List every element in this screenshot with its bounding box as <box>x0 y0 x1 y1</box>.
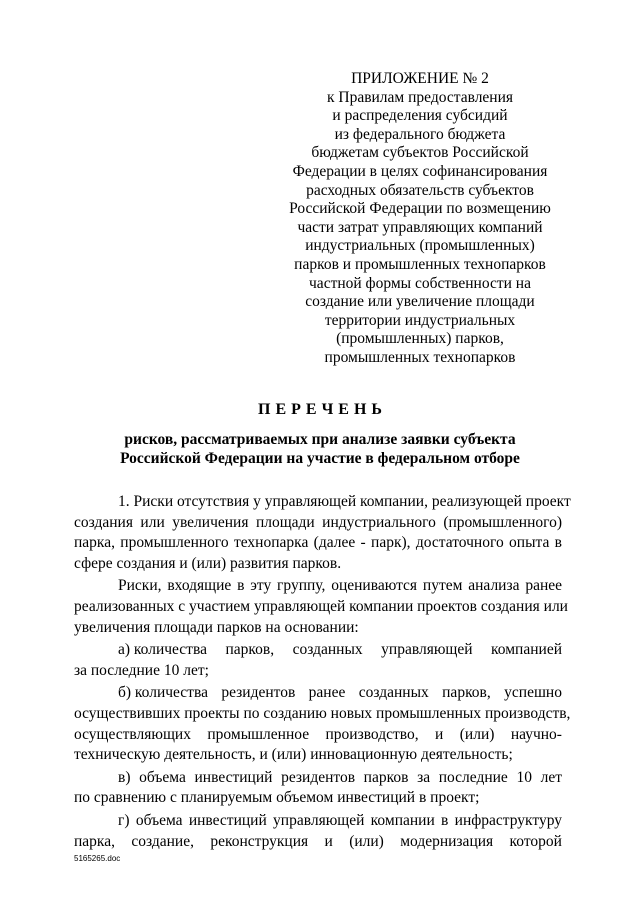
appendix-line: и распределения субсидий <box>332 107 508 125</box>
word: успешно <box>504 684 562 702</box>
list-item-c <box>74 768 562 809</box>
appendix-line: промышленных технопарков <box>324 348 516 366</box>
text-line: парка, промышленного технопарка (далее - парк), достаточного опыта в <box>74 534 562 552</box>
appendix-line: Федерации в целях софинансирования <box>292 162 548 180</box>
document-body <box>74 492 571 854</box>
word: и <box>324 832 333 850</box>
word: промышленное <box>207 725 310 743</box>
text-line: сфере создания и (или) развития парков. <box>74 554 342 572</box>
text-line: Риски, входящие в эту группу, оцениваются путем анализа ранее <box>118 577 562 595</box>
appendix-line: расходных обязательств субъектов <box>306 181 534 199</box>
appendix-line: (промышленных) парков, <box>336 330 504 348</box>
word: (или) <box>459 725 495 743</box>
file-reference: 5165265.doc <box>74 854 121 863</box>
document-title: ПЕРЕЧЕНЬ <box>258 401 387 418</box>
subtitle-line: рисков, рассматриваемых при анализе заявки субъекта <box>124 431 516 448</box>
text-line: реализованных с участием управляющей компании проектов создания или <box>74 597 568 615</box>
text-line: 1. Риски отсутствия у управляющей компании, реализующей проект <box>118 493 571 510</box>
word: парков, <box>225 641 275 659</box>
text-line: увеличения площади парков на основании: <box>74 618 359 636</box>
appendix-line: парков и промышленных технопарков <box>294 255 546 273</box>
word: и <box>435 725 444 743</box>
document-subtitle <box>60 431 580 468</box>
paragraph-risk-1 <box>74 492 571 574</box>
text-line: г) объема инвестиций управляющей компании в инфраструктуру <box>118 811 562 829</box>
text-line: осуществивших проекты по созданию новых промышленных производств, <box>74 704 571 722</box>
appendix-line: к Правилам предоставления <box>326 88 514 106</box>
word: созданных <box>358 684 429 702</box>
appendix-line: территории индустриальных <box>324 311 516 329</box>
word: б) количества <box>118 684 208 702</box>
list-item-b <box>74 683 571 765</box>
text-line: создания или увеличения площади индустриального (промышленного) <box>74 513 562 531</box>
word: создание, <box>131 832 194 850</box>
word: научно- <box>510 725 562 743</box>
appendix-line: бюджетам субъектов Российской <box>311 144 529 162</box>
word: а) количества <box>118 641 207 659</box>
text-line: в) объема инвестиций резидентов парков за последние 10 лет <box>118 768 562 786</box>
appendix-line: Российской Федерации по возмещению <box>289 200 551 218</box>
word: ранее <box>308 684 346 702</box>
text-line: по сравнению с планируемым объемом инвестиций в проект; <box>74 789 480 807</box>
word: реконструкция <box>210 832 309 850</box>
appendix-line: частной формы собственности на <box>309 274 531 292</box>
subtitle-line: Российской Федерации на участие в федеральном отборе <box>120 449 520 467</box>
appendix-line: из федерального бюджета <box>334 125 506 143</box>
paragraph-risk-group <box>74 576 568 638</box>
text-line <box>74 640 562 661</box>
list-item-a <box>74 640 562 681</box>
word: компанией <box>491 641 562 659</box>
word: осуществляющих <box>74 725 191 743</box>
text-line: за последние 10 лет; <box>74 661 209 679</box>
text-line <box>74 832 562 853</box>
word: парков, <box>442 684 491 702</box>
list-item-d <box>74 811 562 852</box>
appendix-line: части затрат управляющих компаний <box>297 218 543 236</box>
appendix-line: создание или увеличение площади <box>305 293 535 311</box>
text-line <box>74 683 562 704</box>
appendix-header <box>270 70 570 368</box>
word: парка, <box>74 832 115 850</box>
appendix-line: индустриальных (промышленных) <box>305 237 535 255</box>
word: которой <box>509 832 562 850</box>
word: созданных <box>292 641 363 659</box>
appendix-line: ПРИЛОЖЕНИЕ № 2 <box>351 70 489 87</box>
word: (или) <box>349 832 384 850</box>
word: резидентов <box>221 684 296 702</box>
text-line <box>74 725 562 746</box>
word: управляющей <box>381 641 473 659</box>
text-line: техническую деятельность, и (или) инновационную деятельность; <box>74 746 513 764</box>
word: модернизация <box>400 832 494 850</box>
word: производство, <box>325 725 419 743</box>
